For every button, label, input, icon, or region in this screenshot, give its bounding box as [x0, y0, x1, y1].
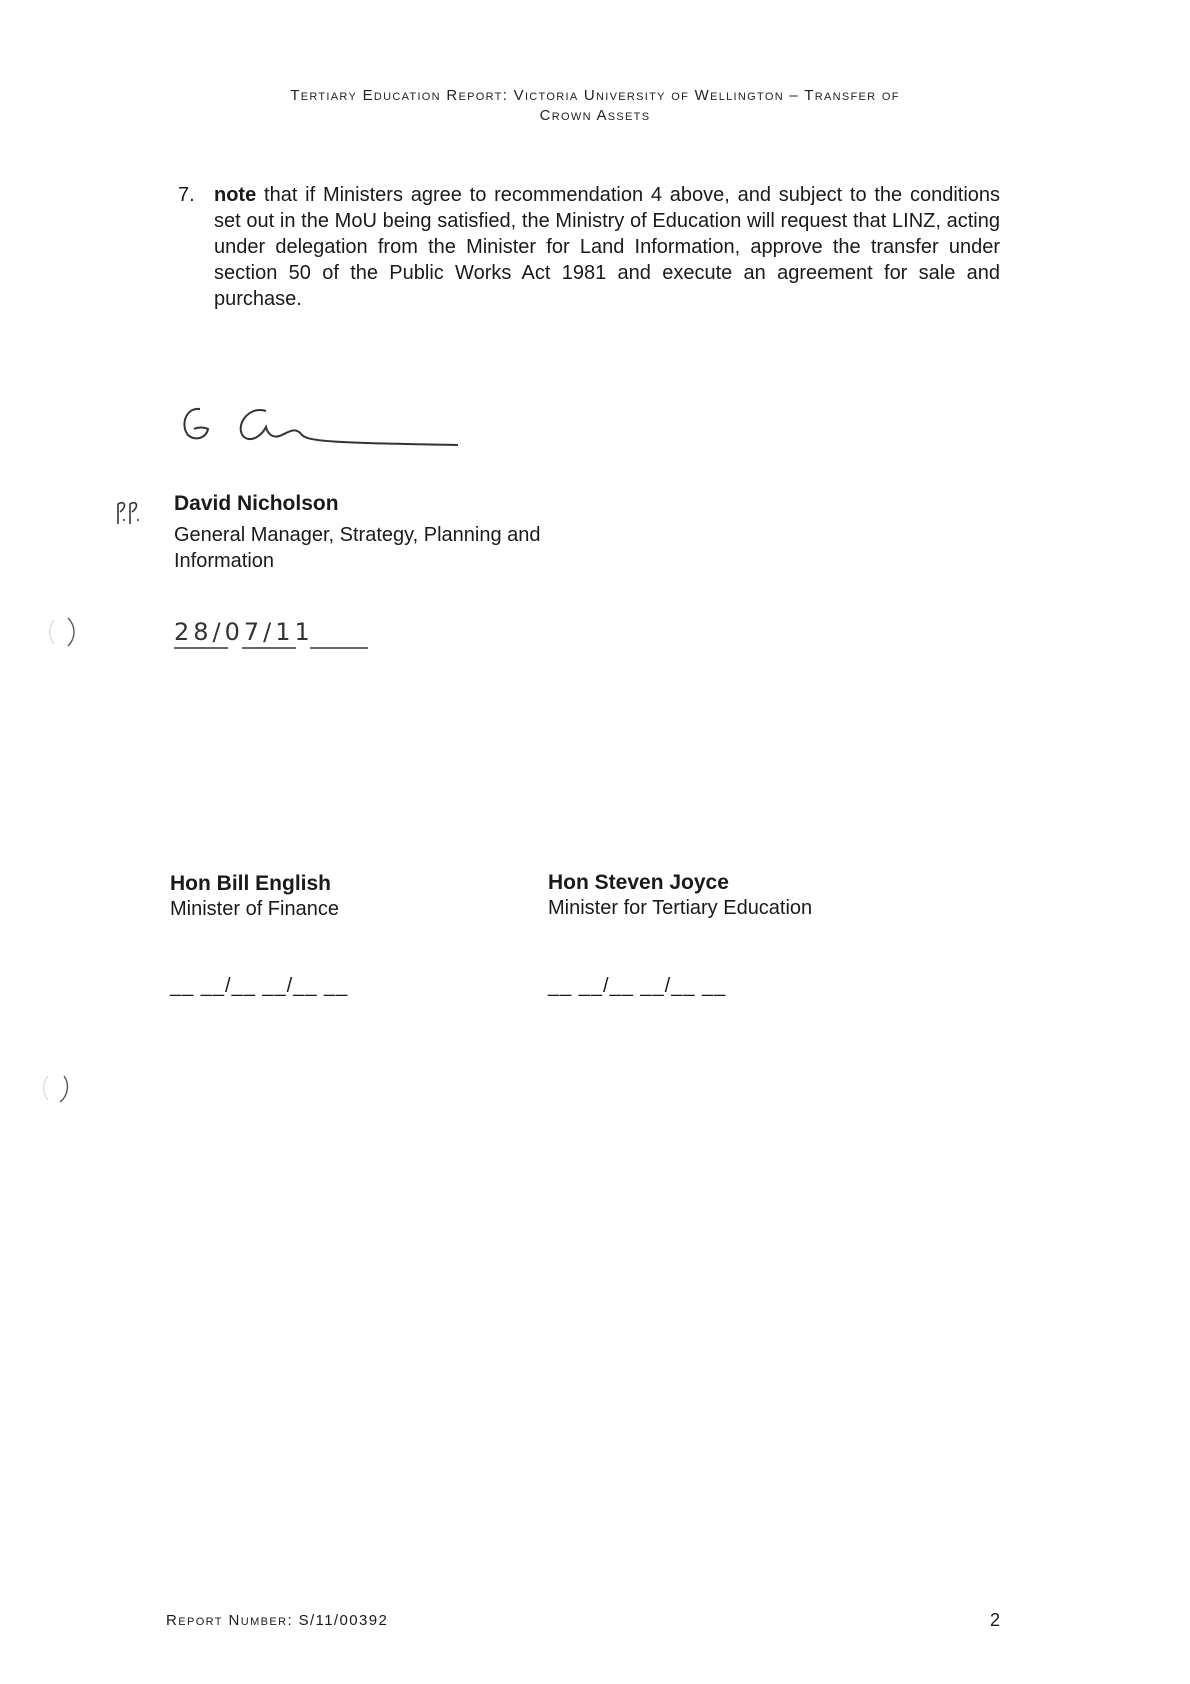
date-line-tertiary[interactable]: __ __/__ __/__ __	[548, 975, 727, 997]
minister-block-finance	[170, 872, 339, 922]
pp-handwritten-mark	[114, 498, 150, 528]
handwritten-date	[172, 616, 382, 656]
handwritten-signature	[178, 405, 498, 475]
recommendation-item	[178, 182, 1000, 312]
minister-name: Hon Steven Joyce	[548, 871, 729, 894]
date-line-finance[interactable]: __ __/__ __/__ __	[170, 975, 349, 997]
minister-title: Minister of Finance	[170, 898, 339, 920]
page-number: 2	[990, 1610, 1001, 1630]
header-line-2: Crown Assets	[539, 107, 651, 124]
minister-title: Minister for Tertiary Education	[548, 897, 813, 919]
recommendation-number: 7.	[178, 184, 195, 206]
recommendation-text: that if Ministers agree to recommendation 4 above, and subject to the conditions set out in the MoU being satisfied, the Ministry of Education will request that LINZ, acting under delegation from the Minister for Land Information, approve the transfer under section 50 of the Public Works Act 1981 and execute an agreement for sale and purchase.	[214, 184, 1001, 310]
punch-hole-mark	[36, 1068, 76, 1108]
minister-block-tertiary	[548, 871, 812, 921]
punch-hole-mark	[42, 612, 82, 652]
report-number: Report Number: S/11/00392	[166, 1612, 389, 1629]
signatory-name: David Nicholson	[174, 492, 339, 515]
document-header	[150, 86, 1040, 126]
header-line-1: Tertiary Education Report: Victoria University of Wellington – Transfer of	[290, 87, 900, 104]
minister-name: Hon Bill English	[170, 872, 331, 895]
recommendation-lead: note	[214, 184, 257, 206]
signatory-title: General Manager, Strategy, Planning and Information	[174, 524, 541, 572]
handwritten-date-text: 28/07/11	[174, 618, 314, 646]
